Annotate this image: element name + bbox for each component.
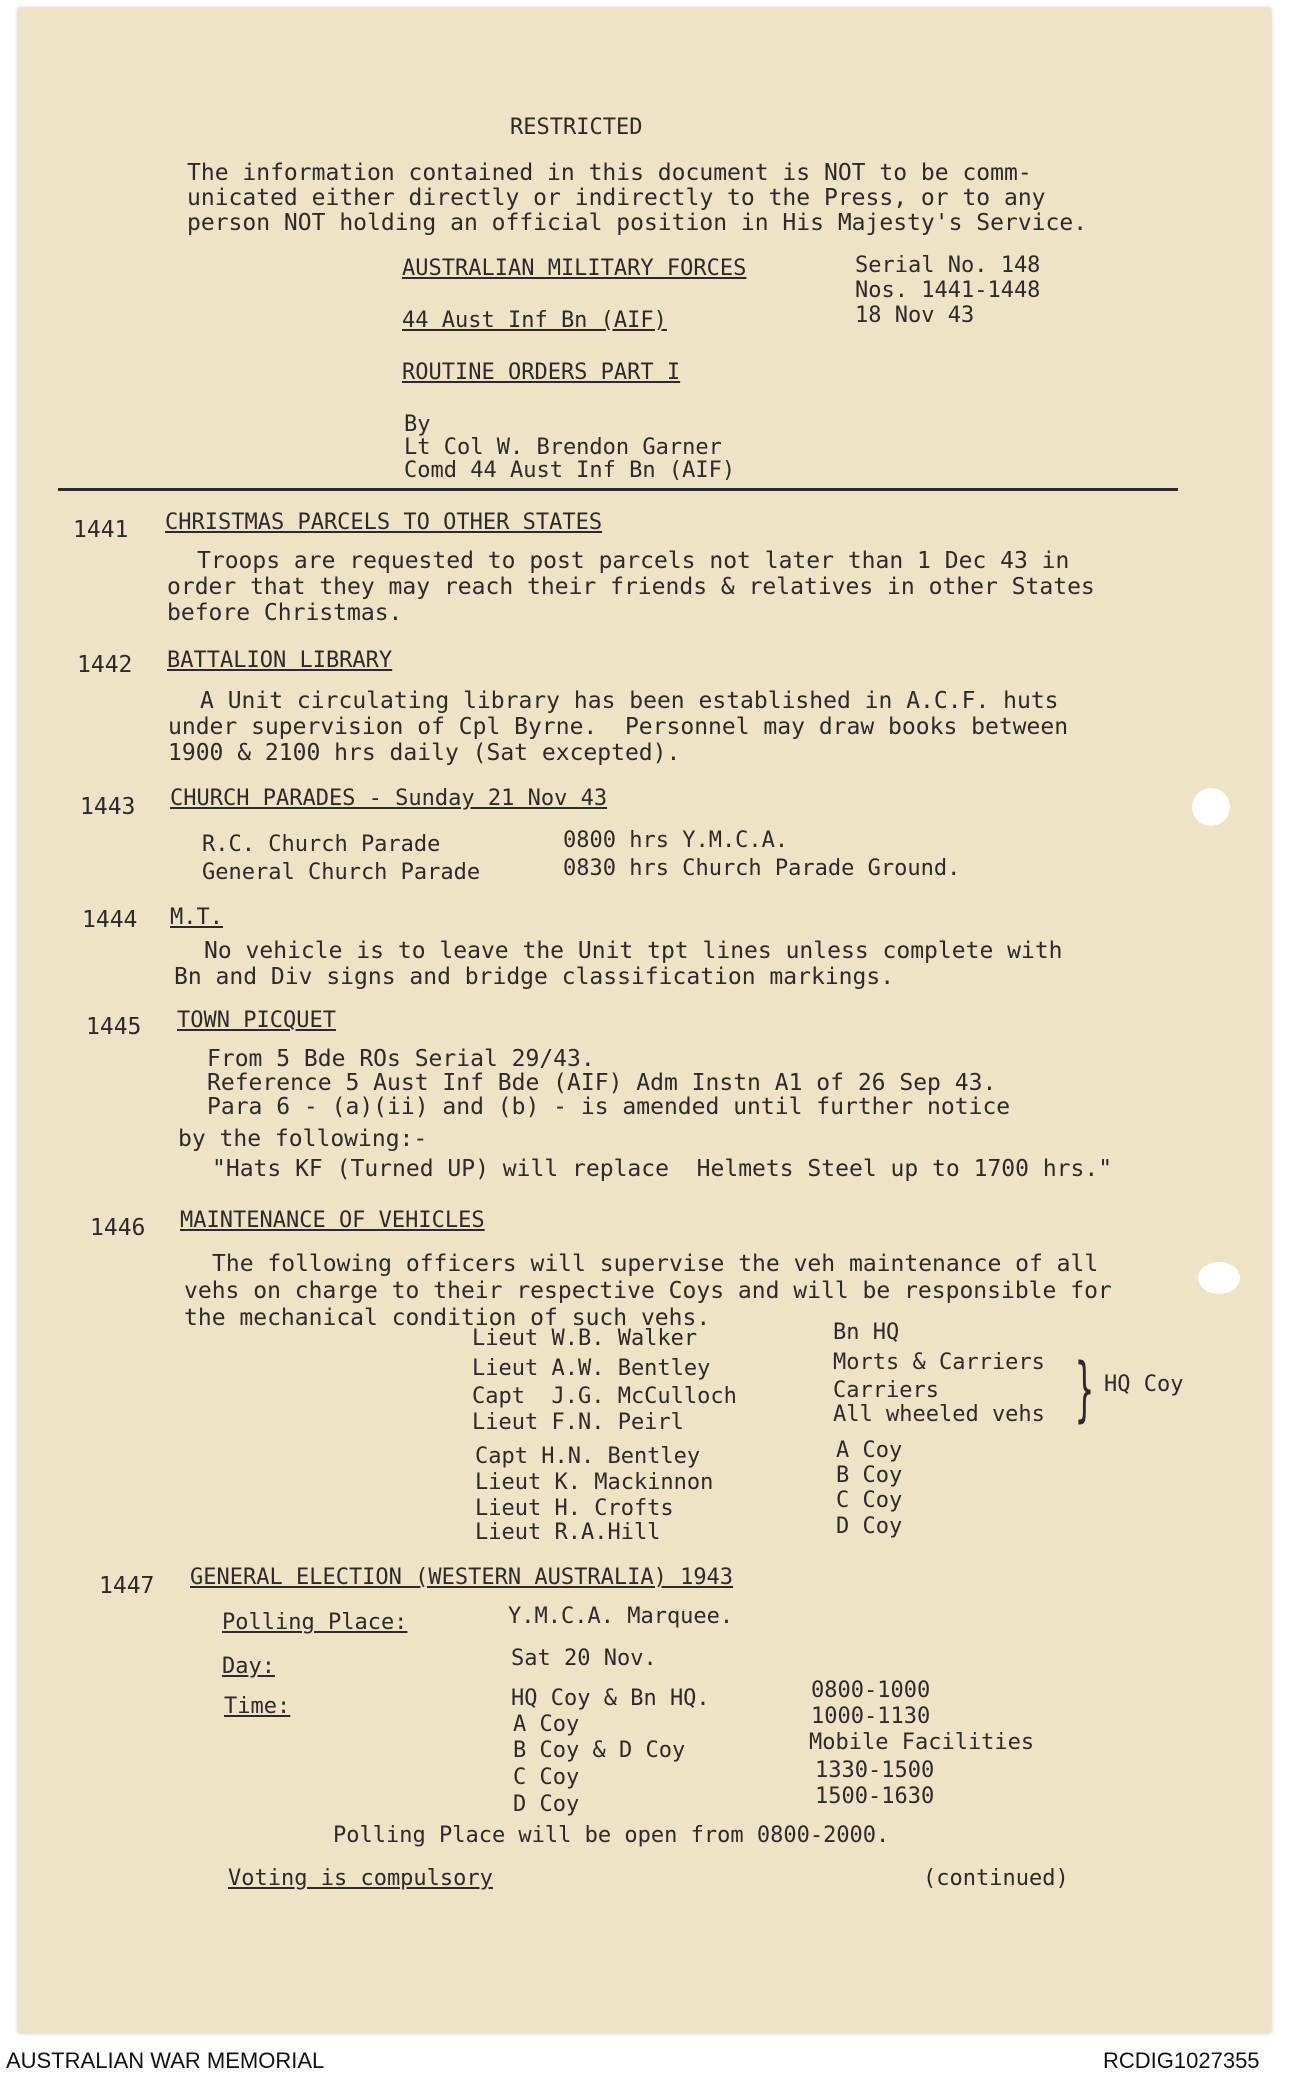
- day-label: Day:: [222, 1654, 275, 1679]
- officer-name: Lieut F.N. Peirl: [472, 1410, 684, 1435]
- order-title: MAINTENANCE OF VEHICLES: [180, 1208, 485, 1233]
- order-number: 1442: [77, 652, 133, 678]
- order-number: 1445: [86, 1014, 142, 1040]
- officer-name: Lieut W.B. Walker: [472, 1326, 698, 1351]
- order-title: GENERAL ELECTION (WESTERN AUSTRALIA) 1943: [190, 1565, 734, 1590]
- order-number: 1446: [90, 1215, 146, 1241]
- polling-day: Sat 20 Nov.: [511, 1646, 657, 1671]
- by-label: By: [404, 412, 431, 437]
- church-parade-name: General Church Parade: [202, 860, 481, 885]
- forces-heading: AUSTRALIAN MILITARY FORCES: [402, 256, 747, 281]
- order-text: Reference 5 Aust Inf Bde (AIF) Adm Instn A1 of 26 Sep 43.: [207, 1070, 997, 1096]
- order-title: TOWN PICQUET: [177, 1008, 336, 1033]
- unit-heading: 44 Aust Inf Bn (AIF): [402, 308, 667, 333]
- order-title: CHURCH PARADES - Sunday 21 Nov 43: [170, 786, 608, 811]
- order-text: under supervision of Cpl Byrne. Personnel may draw books between: [168, 714, 1069, 740]
- voting-time: Mobile Facilities: [809, 1730, 1035, 1755]
- footer-archive-name: AUSTRALIAN WAR MEMORIAL: [6, 2048, 325, 2073]
- order-text: Troops are requested to post parcels not later than 1 Dec 43 in: [197, 548, 1070, 574]
- order-text: No vehicle is to leave the Unit tpt lines unless complete with: [204, 938, 1063, 964]
- voting-time: 1330-1500: [815, 1758, 935, 1783]
- order-number: 1444: [82, 907, 138, 933]
- order-number: 1443: [80, 794, 136, 820]
- footer-record-id: RCDIG1027355: [1103, 2048, 1260, 2073]
- church-parade-time: 0800 hrs Y.M.C.A.: [563, 828, 789, 853]
- notice-line-3: person NOT holding an official position in His Majesty's Service.: [187, 210, 1088, 236]
- officer-name: Lieut A.W. Bentley: [472, 1356, 711, 1381]
- polling-place-label: Polling Place:: [222, 1610, 408, 1635]
- order-text: vehs on charge to their respective Coys and will be responsible for: [184, 1278, 1112, 1304]
- order-text: by the following:-: [178, 1126, 428, 1152]
- order-text: From 5 Bde ROs Serial 29/43.: [207, 1046, 595, 1072]
- punch-hole: [1192, 788, 1230, 826]
- order-number: 1441: [73, 517, 129, 543]
- group-label: HQ Coy: [1104, 1372, 1184, 1397]
- order-text: 1900 & 2100 hrs daily (Sat excepted).: [168, 740, 681, 766]
- continued-note: (continued): [923, 1866, 1069, 1891]
- officer-coy: All wheeled vehs: [833, 1402, 1045, 1427]
- order-quote: "Hats KF (Turned UP) will replace Helmets Steel up to 1700 hrs.": [212, 1156, 1113, 1182]
- voting-group: B Coy & D Coy: [513, 1738, 686, 1763]
- compulsory-note: Voting is compulsory: [228, 1866, 493, 1891]
- voting-time: 0800-1000: [811, 1678, 931, 1703]
- order-text: A Unit circulating library has been established in A.C.F. huts: [200, 688, 1059, 714]
- officer-coy: Bn HQ: [833, 1320, 900, 1345]
- officer-coy: D Coy: [836, 1514, 903, 1539]
- time-label: Time:: [224, 1694, 291, 1719]
- officer-name: Capt J.G. McCulloch: [472, 1384, 737, 1409]
- header-rule: [58, 488, 1178, 491]
- voting-group: HQ Coy & Bn HQ.: [511, 1686, 710, 1711]
- order-number: 1447: [99, 1573, 155, 1599]
- officer-coy: Carriers: [833, 1378, 939, 1403]
- officer-coy: B Coy: [836, 1463, 903, 1488]
- order-text: The following officers will supervise the veh maintenance of all: [212, 1251, 1099, 1277]
- officer-coy: C Coy: [836, 1488, 903, 1513]
- polling-place: Y.M.C.A. Marquee.: [508, 1604, 734, 1629]
- order-text: Para 6 - (a)(ii) and (b) - is amended until further notice: [207, 1094, 1011, 1120]
- church-parade-time: 0830 hrs Church Parade Ground.: [563, 856, 961, 881]
- notice-line-1: The information contained in this document is NOT to be comm-: [187, 160, 1032, 186]
- voting-time: 1500-1630: [815, 1784, 935, 1809]
- polling-hours-note: Polling Place will be open from 0800-2000.: [333, 1823, 890, 1848]
- voting-group: C Coy: [513, 1765, 580, 1790]
- order-text: order that they may reach their friends & relatives in other States: [167, 574, 1095, 600]
- order-numbers: Nos. 1441-1448: [855, 278, 1041, 303]
- commander-role: Comd 44 Aust Inf Bn (AIF): [404, 458, 736, 483]
- church-parade-name: R.C. Church Parade: [202, 832, 441, 857]
- officer-coy: A Coy: [836, 1438, 903, 1463]
- voting-time: 1000-1130: [811, 1704, 931, 1729]
- officer-name: Lieut H. Crofts: [475, 1496, 674, 1521]
- notice-line-2: unicated either directly or indirectly to the Press, or to any: [187, 185, 1046, 211]
- order-text: the mechanical condition of such vehs.: [184, 1305, 711, 1331]
- serial-number: Serial No. 148: [855, 253, 1041, 278]
- voting-group: D Coy: [513, 1792, 580, 1817]
- commander-name: Lt Col W. Brendon Garner: [404, 435, 722, 460]
- officer-coy: Morts & Carriers: [833, 1350, 1045, 1375]
- orders-title: ROUTINE ORDERS PART I: [402, 360, 681, 385]
- officer-name: Lieut K. Mackinnon: [475, 1470, 714, 1495]
- order-title: CHRISTMAS PARCELS TO OTHER STATES: [165, 510, 603, 535]
- order-text: before Christmas.: [167, 600, 403, 626]
- document-date: 18 Nov 43: [855, 303, 975, 328]
- order-title: M.T.: [170, 905, 223, 930]
- punch-hole: [1198, 1262, 1240, 1294]
- group-brace: }: [1075, 1348, 1094, 1430]
- officer-name: Lieut R.A.Hill: [475, 1520, 661, 1545]
- officer-name: Capt H.N. Bentley: [475, 1444, 701, 1469]
- voting-group: A Coy: [513, 1712, 580, 1737]
- classification: RESTRICTED: [510, 115, 643, 140]
- order-title: BATTALION LIBRARY: [167, 648, 393, 673]
- order-text: Bn and Div signs and bridge classification markings.: [174, 964, 895, 990]
